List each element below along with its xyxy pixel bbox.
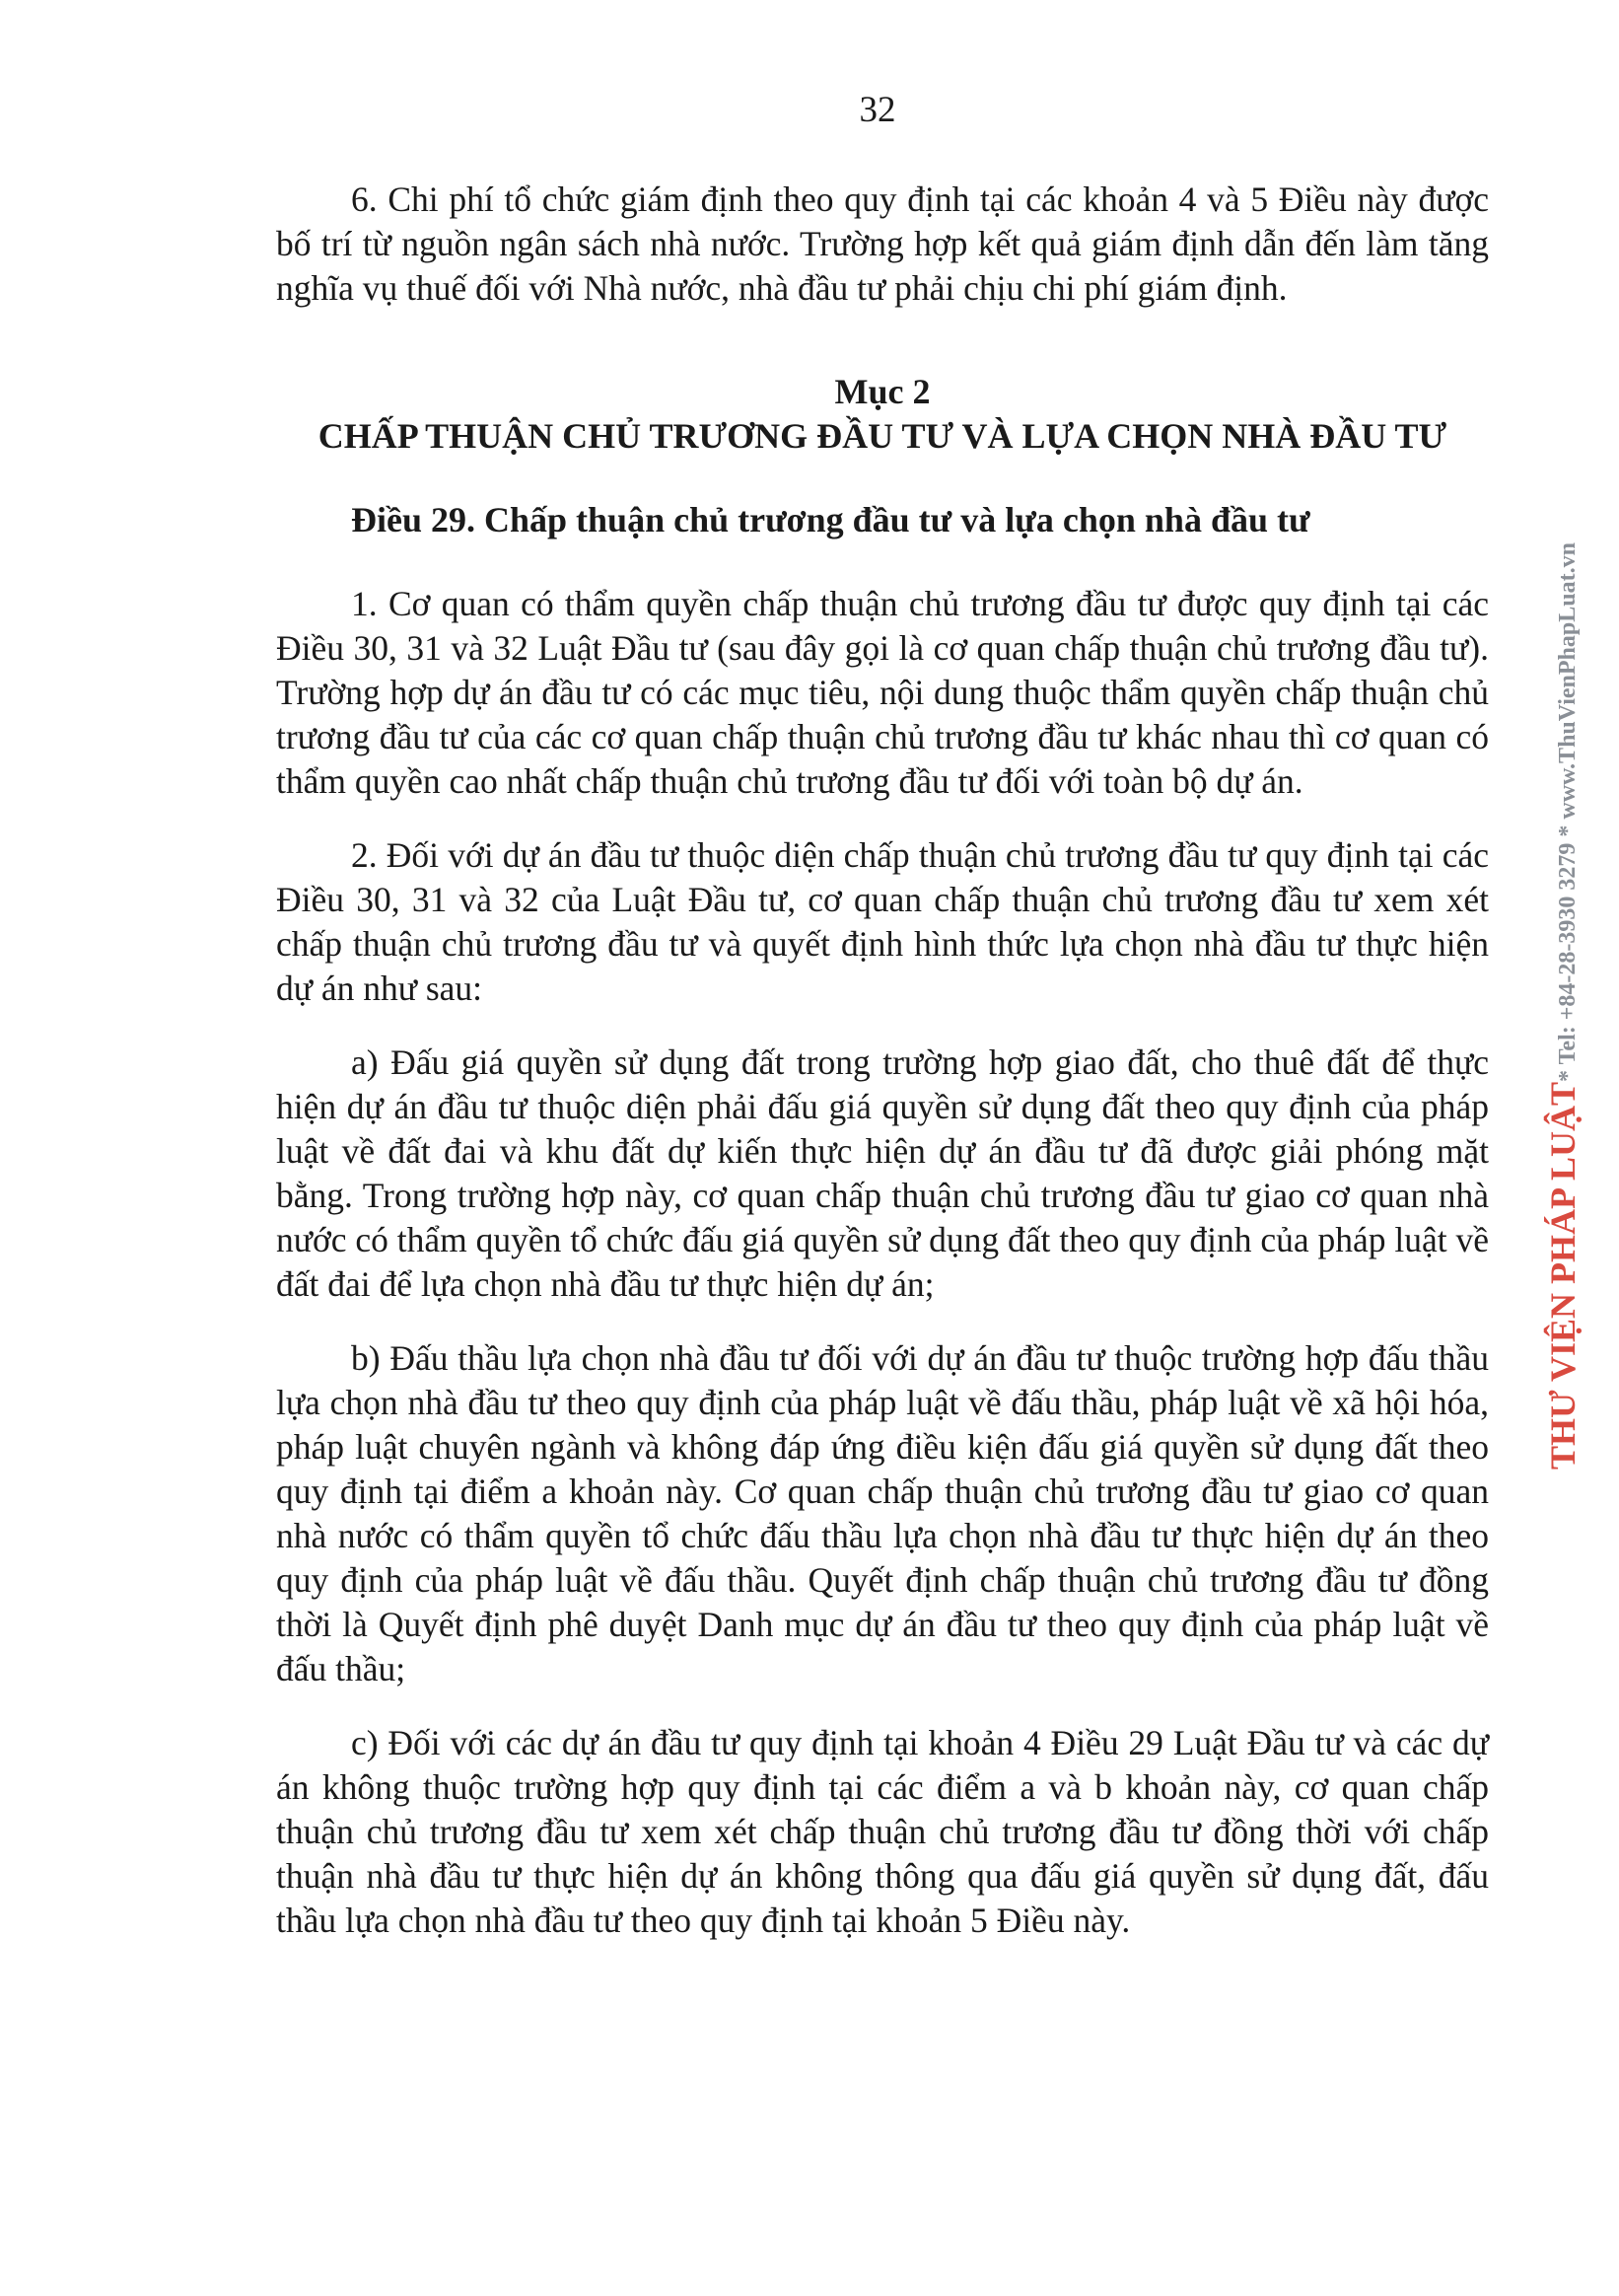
section-heading: Mục 2 [834,372,931,411]
watermark [1542,542,1584,1470]
paragraph-clause-1: 1. Cơ quan có thẩm quyền chấp thuận chủ trương đầu tư được quy định tại các Điều 30, 31 và 32 Luật Đầu tư (sau đây gọi là cơ quan chấp thuận chủ trương đầu tư). Trường hợp dự án đầu tư có các mục tiêu, nội dung thuộc thẩm quyền chấp thuận chủ trương đầu tư của các cơ quan chấp thuận chủ trương đầu tư khác nhau thì cơ quan có thẩm quyền cao nhất chấp thuận chủ trương đầu tư đối với toàn bộ dự án. [276,584,1489,801]
paragraph-point-b: b) Đấu thầu lựa chọn nhà đầu tư đối với dự án đầu tư thuộc trường hợp đấu thầu lựa chọn nhà đầu tư theo quy định của pháp luật về đấu thầu, pháp luật về xã hội hóa, pháp luật chuyên ngành và không đáp ứng điều kiện đấu giá quyền sử dụng đất theo quy định tại điểm a khoản này. Cơ quan chấp thuận chủ trương đầu tư giao cơ quan nhà nước có thẩm quyền tổ chức đấu thầu lựa chọn nhà đầu tư thực hiện dự án theo quy định của pháp luật về đấu thầu. Quyết định chấp thuận chủ trương đầu tư đồng thời là Quyết định phê duyệt Danh mục dự án đầu tư theo quy định của pháp luật về đấu thầu; [276,1338,1489,1688]
article-title: Điều 29. Chấp thuận chủ trương đầu tư và lựa chọn nhà đầu tư [351,500,1310,539]
watermark-brand: THƯ VIỆN PHÁP LUẬT [1543,1081,1583,1470]
watermark-contact: * Tel: +84-28-3930 3279 * www.ThuVienPhapLuat.vn [1555,542,1581,1082]
paragraph-clause-2: 2. Đối với dự án đầu tư thuộc diện chấp thuận chủ trương đầu tư quy định tại các Điều 30, 31 và 32 của Luật Đầu tư, cơ quan chấp thuận chủ trương đầu tư xem xét chấp thuận chủ trương đầu tư và quyết định hình thức lựa chọn nhà đầu tư thực hiện dự án như sau: [276,835,1489,1008]
section-title: CHẤP THUẬN CHỦ TRƯƠNG ĐẦU TƯ VÀ LỰA CHỌN NHÀ ĐẦU TƯ [317,416,1447,456]
paragraph-point-c: c) Đối với các dự án đầu tư quy định tại khoản 4 Điều 29 Luật Đầu tư và các dự án không thuộc trường hợp quy định tại các điểm a và b khoản này, cơ quan chấp thuận chủ trương đầu tư xem xét chấp thuận chủ trương đầu tư đồng thời với chấp thuận nhà đầu tư thực hiện dự án không thông qua đấu giá quyền sử dụng đất, đấu thầu lựa chọn nhà đầu tư theo quy định tại khoản 5 Điều này. [276,1723,1489,1940]
paragraph-point-a: a) Đấu giá quyền sử dụng đất trong trường hợp giao đất, cho thuê đất để thực hiện dự án đầu tư thuộc diện phải đấu giá quyền sử dụng đất theo quy định của pháp luật về đất đai và khu đất dự kiến thực hiện dự án đầu tư đã được giải phóng mặt bằng. Trong trường hợp này, cơ quan chấp thuận chủ trương đầu tư giao cơ quan nhà nước có thẩm quyền tổ chức đấu giá quyền sử dụng đất theo quy định của pháp luật về đất đai để lựa chọn nhà đầu tư thực hiện dự án; [276,1042,1489,1304]
page-number: 32 [859,90,896,130]
document-body [276,178,1489,1973]
paragraph-clause-6: 6. Chi phí tổ chức giám định theo quy định tại các khoản 4 và 5 Điều này được bố trí từ nguồn ngân sách nhà nước. Trường hợp kết quả giám định dẫn đến làm tăng nghĩa vụ thuế đối với Nhà nước, nhà đầu tư phải chịu chi phí giám định. [276,179,1489,308]
